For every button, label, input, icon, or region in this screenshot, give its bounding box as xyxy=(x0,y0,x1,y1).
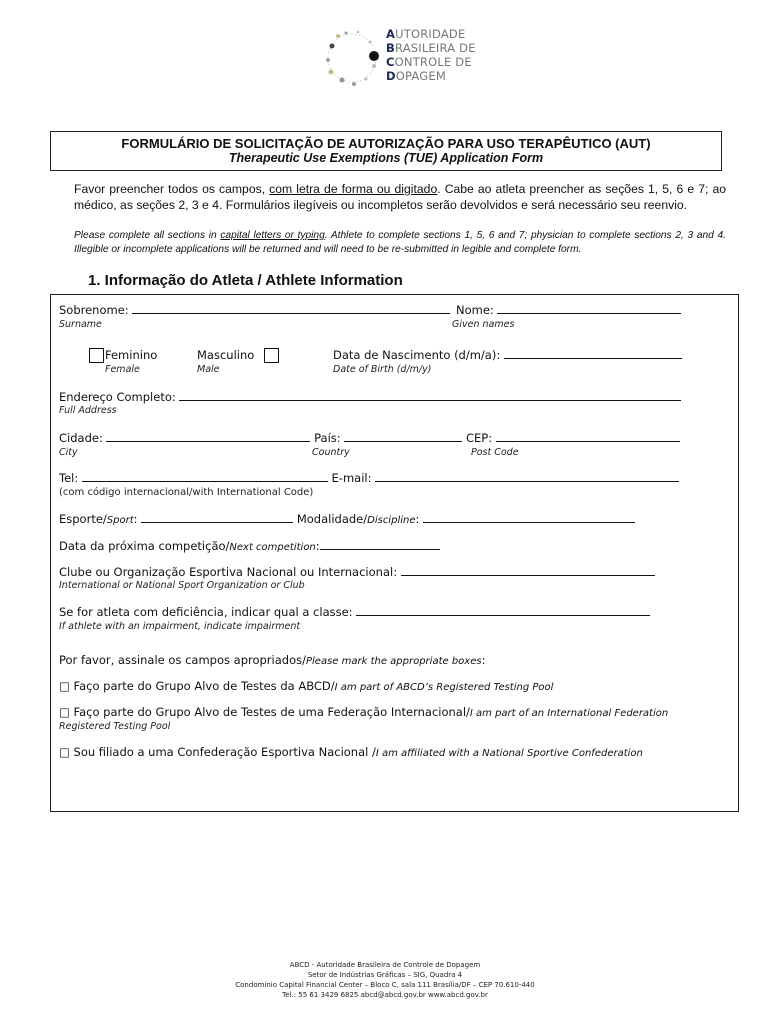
address-en: Full Address xyxy=(59,405,117,416)
female-label: Feminino xyxy=(105,348,158,362)
surname-row: Sobrenome: Nome: xyxy=(59,303,681,317)
club-en: International or National Sport Organization or Club xyxy=(59,580,305,591)
form-title-en: Therapeutic Use Exemptions (TUE) Application Form xyxy=(228,151,544,165)
option-confederation[interactable]: □ Sou filiado a uma Confederação Esportiva Nacional /I am affiliated with a National Sportive Confederation xyxy=(59,745,643,759)
female-en: Female xyxy=(105,364,140,375)
surname-en: Surname xyxy=(59,319,102,330)
form-title-pt: FORMULÁRIO DE SOLICITAÇÃO DE AUTORIZAÇÃO PARA USO TERAPÊUTICO (AUT) xyxy=(121,136,651,151)
tel-field[interactable] xyxy=(82,471,328,482)
female-checkbox[interactable] xyxy=(89,348,104,363)
next-competition-row: Data da próxima competição/Next competition: xyxy=(59,539,440,553)
impairment-field[interactable] xyxy=(356,605,650,616)
impairment-row: Se for atleta com deficiência, indicar qual a classe: xyxy=(59,605,650,619)
cep-en: Post Code xyxy=(471,447,519,458)
dob-row: Data de Nascimento (d/m/a): xyxy=(333,348,682,362)
given-names-en: Given names xyxy=(452,319,515,330)
footer-line: Tel.: 55 61 3429 6825 abcd@abcd.gov.br www.abcd.gov.br xyxy=(282,991,488,999)
instructions-en: Please complete all sections in capital letters or typing. Athlete to complete sections 1, 5, 6 and 7; physician to complete sections 2, 3 and 4. Illegible or incomplete applications will be returned and will need to be re-submitted in legible and complete form. xyxy=(74,230,726,255)
footer-line: Condomínio Capital Financial Center – Bloco C, sala 111 Brasília/DF – CEP 70.610-440 xyxy=(235,981,535,989)
tel-note: (com código internacional/with International Code) xyxy=(59,487,314,498)
logo-text: AUTORIDADE BRASILEIRA DE CONTROLE DE DOPAGEM xyxy=(386,27,476,83)
option-if-rtp-en2: Registered Testing Pool xyxy=(59,721,171,732)
option-abcd-rtp[interactable]: □ Faço parte do Grupo Alvo de Testes da ABCD/I am part of ABCD’s Registered Testing Pool xyxy=(59,679,554,693)
email-field[interactable] xyxy=(375,471,679,482)
section-heading: 1. Informação do Atleta / Athlete Information xyxy=(88,272,403,289)
impairment-en: If athlete with an impairment, indicate impairment xyxy=(59,621,301,632)
city-field[interactable] xyxy=(106,431,310,442)
country-field[interactable] xyxy=(344,431,462,442)
male-label: Masculino xyxy=(197,348,255,362)
address-row: Endereço Completo: xyxy=(59,390,681,404)
dob-field[interactable] xyxy=(504,348,682,359)
footer-line: Setor de Indústrias Gráficas – SIG, Quadra 4 xyxy=(307,971,463,979)
sport-field[interactable] xyxy=(141,512,293,523)
male-checkbox[interactable] xyxy=(264,348,279,363)
instructions-pt: Favor preencher todos os campos, com letra de forma ou digitado. Cabe ao atleta preencher as seções 1, 5, 6 e 7; ao médico, as seções 2, 3 e 4. Formulários ilegíveis ou incompletos serão devolvidos e será necessário seu reenvio. xyxy=(74,182,726,212)
next-competition-field[interactable] xyxy=(320,539,440,550)
sport-row: Esporte/Sport: Modalidade/Discipline: xyxy=(59,512,635,526)
footer-line: ABCD - Autoridade Brasileira de Controle de Dopagem xyxy=(289,961,481,969)
tel-row: Tel: E-mail: xyxy=(59,471,679,485)
city-row: Cidade: País: CEP: xyxy=(59,431,680,445)
male-en: Male xyxy=(197,364,220,375)
address-field[interactable] xyxy=(179,390,681,401)
given-names-field[interactable] xyxy=(497,303,681,314)
surname-field[interactable] xyxy=(132,303,450,314)
option-if-rtp[interactable]: □ Faço parte do Grupo Alvo de Testes de uma Federação Internacional/I am part of an International Federation xyxy=(59,705,669,719)
club-row: Clube ou Organização Esportiva Nacional ou Internacional: xyxy=(59,565,655,579)
title-box xyxy=(50,131,722,171)
mark-instructions: Por favor, assinale os campos apropriados/Please mark the appropriate boxes: xyxy=(59,653,486,667)
cep-field[interactable] xyxy=(496,431,680,442)
city-en: City xyxy=(59,447,78,458)
dob-en: Date of Birth (d/m/y) xyxy=(333,364,432,375)
country-en: Country xyxy=(312,447,350,458)
discipline-field[interactable] xyxy=(423,512,635,523)
club-field[interactable] xyxy=(401,565,655,576)
abcd-logo-icon xyxy=(318,24,386,92)
footer xyxy=(0,960,770,1000)
